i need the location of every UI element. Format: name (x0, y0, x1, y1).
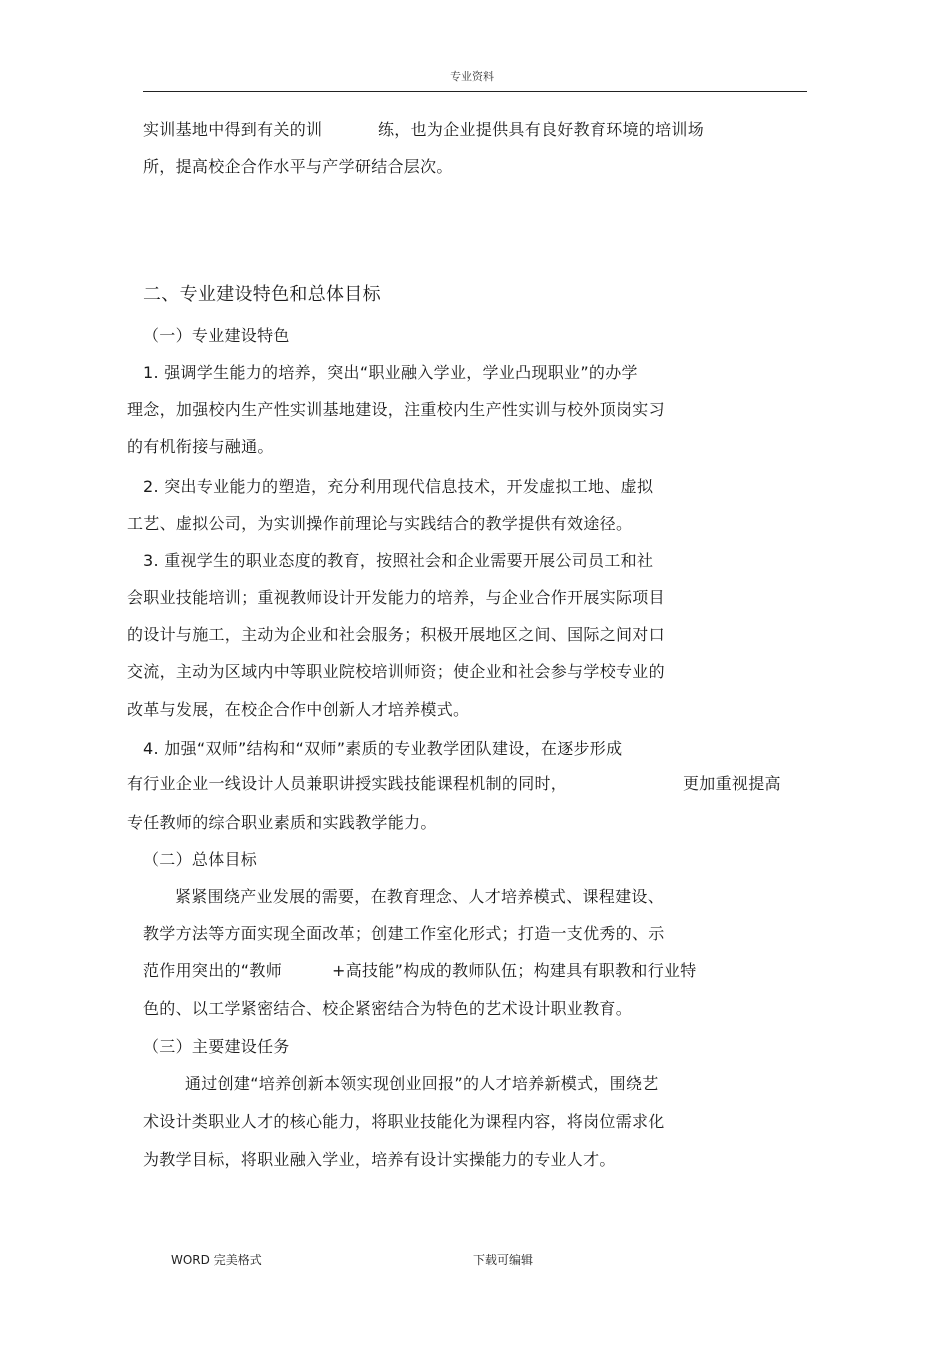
item1-line-2: 理念，加强校内生产性实训基地建设，注重校内生产性实训与校外顶岗实习 (127, 400, 665, 419)
item2-line-2: 工艺、虚拟公司，为实训操作前理论与实践结合的教学提供有效途径。 (127, 514, 633, 533)
item1-line-1: 1. 强调学生能力的培养，突出“职业融入学业，学业凸现职业”的办学 (143, 363, 638, 382)
goal-line-3b: +高技能”构成的教师队伍；构建具有职教和行业特 (332, 961, 697, 980)
page-header (0, 68, 950, 84)
item3-line-3: 的设计与施工，主动为企业和社会服务；积极开展地区之间、国际之间对口 (127, 625, 665, 644)
item3-line-1: 3. 重视学生的职业态度的教育，按照社会和企业需要开展公司员工和社 (143, 551, 654, 570)
task-line-2: 术设计类职业人才的核心能力，将职业技能化为课程内容，将岗位需求化 (143, 1112, 665, 1131)
goal-line-4: 色的、以工学紧密结合、校企紧密结合为特色的艺术设计职业教育。 (143, 999, 633, 1018)
section-heading: 二、专业建设特色和总体目标 (143, 284, 381, 305)
subsection-heading-1: （一）专业建设特色 (143, 326, 290, 345)
item1-line-3: 的有机衔接与融通。 (127, 437, 274, 456)
item3-line-5: 改革与发展，在校企合作中创新人才培养模式。 (127, 700, 470, 719)
task-line-1: 通过创建“培养创新本领实现创业回报”的人才培养新模式，围绕艺 (185, 1074, 659, 1093)
item4-line-1: 4. 加强“双师”结构和“双师”素质的专业教学团队建设，在逐步形成 (143, 739, 623, 758)
subsection-heading-2: （二）总体目标 (143, 850, 258, 869)
intro-line-1b: 练，也为企业提供具有良好教育环境的培训场 (378, 120, 705, 139)
item3-line-2: 会职业技能培训；重视教师设计开发能力的培养，与企业合作开展实际项目 (127, 588, 665, 607)
intro-line-2: 所，提高校企合作水平与产学研结合层次。 (143, 157, 453, 176)
item4-line-2b: 更加重视提高 (683, 774, 781, 793)
goal-line-2: 教学方法等方面实现全面改革；创建工作室化形式；打造一支优秀的、示 (143, 924, 665, 943)
item3-line-4: 交流，主动为区域内中等职业院校培训师资；使企业和社会参与学校专业的 (127, 662, 665, 681)
goal-line-3a: 范作用突出的“教师 (143, 961, 282, 980)
footer-left-text: WORD 完美格式 (171, 1253, 262, 1267)
intro-line-1a: 实训基地中得到有关的训 (143, 120, 323, 139)
task-line-3: 为教学目标，将职业融入学业，培养有设计实操能力的专业人才。 (143, 1150, 616, 1169)
item4-line-3: 专任教师的综合职业素质和实践教学能力。 (127, 813, 437, 832)
goal-line-1: 紧紧围绕产业发展的需要，在教育理念、人才培养模式、课程建设、 (175, 887, 665, 906)
header-divider (143, 91, 807, 92)
item2-line-1: 2. 突出专业能力的塑造，充分利用现代信息技术，开发虚拟工地、虚拟 (143, 477, 654, 496)
item4-line-2a: 有行业企业一线设计人员兼职讲授实践技能课程机制的同时， (127, 774, 568, 793)
subsection-heading-3: （三）主要建设任务 (143, 1037, 290, 1056)
footer-right-text: 下载可编辑 (473, 1253, 534, 1267)
header-title: 专业资料 (450, 70, 494, 83)
